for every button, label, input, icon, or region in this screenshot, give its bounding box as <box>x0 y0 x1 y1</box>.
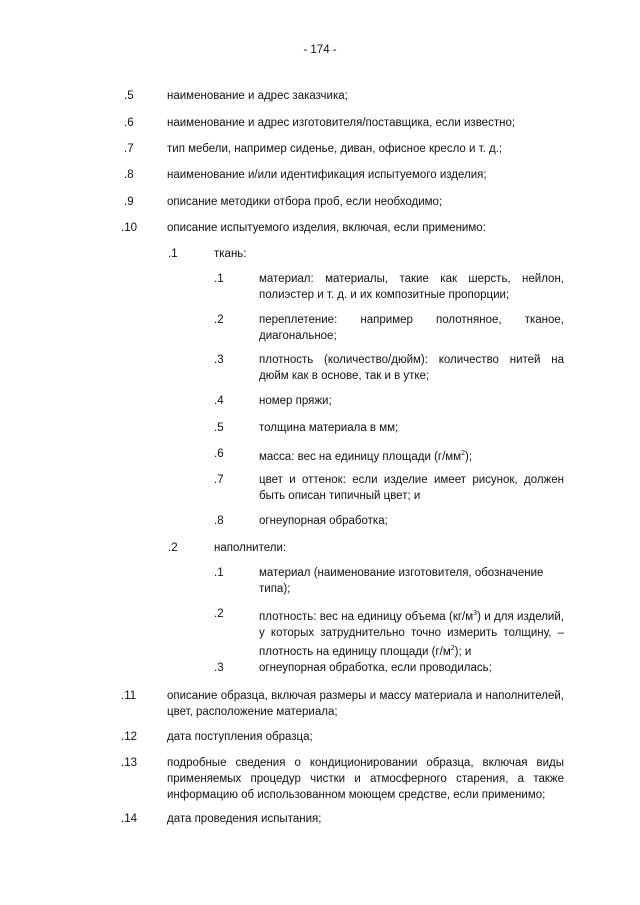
sub-item-label: наполнители: <box>214 542 287 554</box>
superscript: 2 <box>461 450 466 457</box>
sub-sub-item-text: плотность: вес на единицу объема $(кг/м^3)$ и для изделий, у которых затруднительно точно измерить толщину, – плотность на единицу площади $(г/м^2)$; и <box>259 610 564 658</box>
sub-sub-item-text: переплетение: например полотняное, тканое, диагональное; <box>259 314 564 342</box>
item-number: .13 <box>121 757 137 769</box>
item-number: .8 <box>124 169 134 181</box>
item-number: .9 <box>124 196 134 208</box>
superscript: 2 <box>450 644 455 652</box>
item-text: наименование и адрес заказчика; <box>167 90 348 102</box>
item-text: описание образца, включая размеры и массу материала и наполнителей, цвет, расположение материала; <box>167 690 564 718</box>
item-text: описание испытуемого изделия, включая, если применимо: <box>167 222 486 234</box>
sub-sub-item-text: материал: материалы, такие как шерсть, нейлон, полиэстер и т. д. и их композитные пропорции; <box>259 273 564 301</box>
sub-sub-item-number: .6 <box>214 448 224 460</box>
sub-sub-item-number: .3 <box>214 354 224 366</box>
sub-sub-item-number: .2 <box>214 314 224 326</box>
sub-sub-item-number: .1 <box>214 273 224 285</box>
item-text: дата поступления образца; <box>167 731 313 743</box>
sub-sub-item-text: плотность (количество/дюйм): количество нитей на дюйм как в основе, так и в утке; <box>259 354 564 382</box>
sub-sub-item-number: .4 <box>214 395 224 407</box>
sub-item-number: .2 <box>168 542 178 554</box>
item-number: .5 <box>124 90 134 102</box>
item-number: .7 <box>124 143 134 155</box>
sub-sub-item-text: толщина материала в мм; <box>259 422 399 434</box>
sub-sub-item-text: огнеупорная обработка; <box>259 515 388 527</box>
sub-sub-item-text: огнеупорная обработка, если проводилась; <box>259 662 492 674</box>
item-number: .12 <box>121 731 137 743</box>
sub-sub-item-number: .8 <box>214 515 224 527</box>
sub-sub-item-number: .2 <box>214 608 224 620</box>
sub-item-number: .1 <box>168 248 178 260</box>
page-number: - 174 - <box>303 44 337 56</box>
sub-sub-item-number: .5 <box>214 422 224 434</box>
item-text: наименование и адрес изготовителя/поставщика, если известно; <box>167 117 516 129</box>
item-text: тип мебели, например сиденье, диван, офисное кресло и т. д.; <box>167 143 503 155</box>
sub-sub-item-number: .1 <box>214 567 224 579</box>
item-number: .6 <box>124 117 134 129</box>
item-text: описание методики отбора проб, если необходимо; <box>167 196 443 208</box>
sub-sub-item-number: .7 <box>214 474 224 486</box>
sub-sub-item-number: .3 <box>214 662 224 674</box>
item-text: наименование и/или идентификация испытуемого изделия; <box>167 169 487 181</box>
item-text: дата проведения испытания; <box>167 813 322 825</box>
sub-item-label: ткань: <box>214 248 247 260</box>
item-text: подробные сведения о кондиционировании образца, включая виды применяемых процедур чистки и атмосферного старения, а также информацию об использованном моющем средстве, если применимо; <box>167 757 564 801</box>
sub-sub-item-text: масса: вес на единицу площади $(г/мм^2)$; <box>259 450 473 463</box>
item-number: .10 <box>121 222 137 234</box>
item-number: .11 <box>121 690 137 702</box>
sub-sub-item-text: цвет и оттенок: если изделие имеет рисунок, должен быть описан типичный цвет; и <box>259 474 564 502</box>
sub-sub-item-text: номер пряжи; <box>259 395 332 407</box>
sub-sub-item-text: материал (наименование изготовителя, обозначение типа); <box>259 567 544 595</box>
item-number: .14 <box>121 813 137 825</box>
superscript: 3 <box>473 610 478 617</box>
